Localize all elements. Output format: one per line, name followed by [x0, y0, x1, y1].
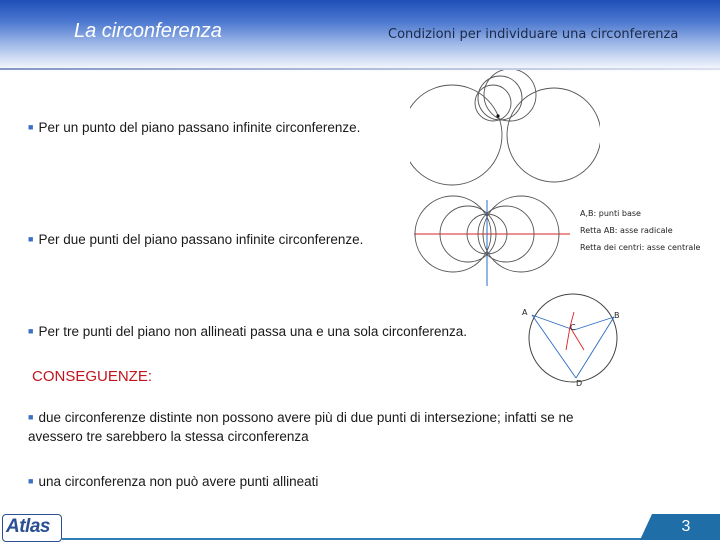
figure-circle	[529, 294, 617, 382]
bullet-one-point	[28, 119, 360, 138]
common-point	[496, 114, 499, 117]
bullet-square-icon: ■	[28, 234, 34, 244]
bullet-three-points	[28, 323, 467, 342]
note-central-axis: Retta dei centri: asse centrale	[580, 243, 701, 252]
label-b: B	[614, 311, 620, 320]
label-d: D	[576, 379, 583, 388]
segment-line	[576, 317, 614, 378]
label-c: C	[570, 323, 576, 332]
segment-line	[574, 317, 614, 330]
bullet-text: due circonferenze distinte non possono avere più di due punti di intersezione; infatti se ne avessero tre sarebbero la stessa circonferenza	[28, 410, 574, 444]
page-subtitle: Condizioni per individuare una circonferenza	[388, 27, 679, 42]
header-divider	[0, 68, 720, 70]
bullet-intersections	[28, 409, 598, 445]
bullet-text: Per un punto del piano passano infinite circonferenze.	[38, 120, 361, 135]
bullet-square-icon: ■	[28, 326, 34, 336]
figure-circle	[475, 85, 511, 121]
bullet-text: una circonferenza non può avere punti allineati	[38, 474, 319, 489]
figure-circles-through-two-points	[410, 192, 710, 288]
bullet-text: Per due punti del piano passano infinite circonferenze.	[38, 232, 364, 247]
bullet-text: Per tre punti del piano non allineati passa una e una sola circonferenza.	[38, 324, 467, 339]
page-title: La circonferenza	[74, 20, 222, 42]
bullet-square-icon: ■	[28, 412, 34, 422]
figure-circle	[410, 85, 502, 185]
consequences-heading: CONSEGUENZE:	[32, 368, 153, 385]
bullet-collinear	[28, 473, 318, 492]
bullet-square-icon: ■	[28, 122, 34, 132]
page-number-box	[652, 514, 720, 540]
figure-circle	[507, 88, 600, 182]
bullet-two-points	[28, 231, 363, 250]
logo-text: Atlas	[6, 516, 50, 537]
segment-line	[532, 315, 574, 330]
note-radical-axis: Retta AB: asse radicale	[580, 226, 673, 235]
figure-circles-through-point	[410, 70, 600, 200]
label-a: A	[522, 308, 528, 317]
atlas-logo	[2, 514, 62, 542]
page-number: 3	[681, 518, 691, 535]
bullet-square-icon: ■	[28, 476, 34, 486]
note-base-points: A,B: punti base	[580, 209, 641, 218]
figure-circle-three-points	[518, 290, 630, 390]
